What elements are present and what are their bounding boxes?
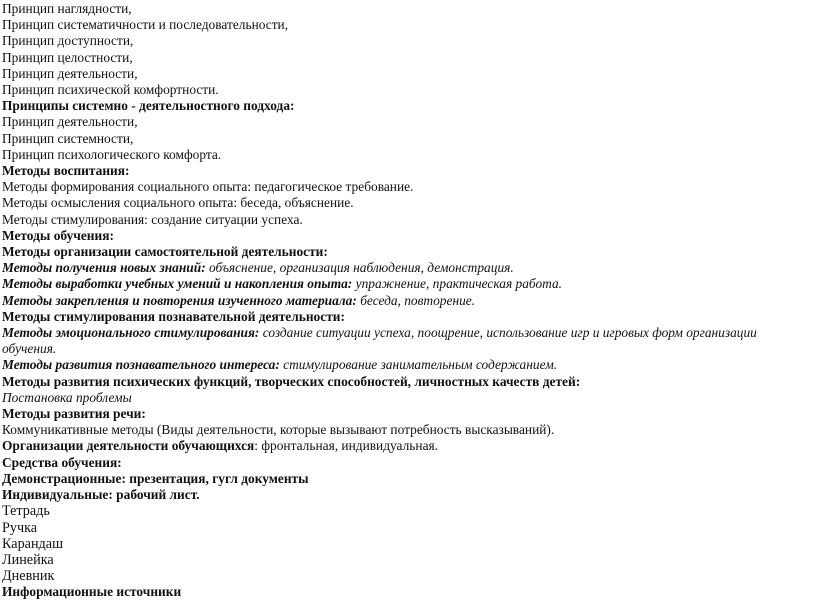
upbringing-item: Методы осмысления социального опыта: беседа, объяснение. [2,195,354,211]
emotional-text: создание ситуации успеха, поощрение, использование игр и игровых форм организации обучения. [2,325,757,357]
organization-forms [2,438,814,454]
means-heading: Средства обучения: [2,454,122,470]
speech-heading: Методы развития речи: [2,406,146,422]
means-item: Карандаш [2,535,63,552]
skills-text: упражнение, практическая работа. [352,276,563,292]
principle-item: Принцип деятельности, [2,65,138,81]
knowledge-text: объяснение, организация наблюдения, демонстрация. [205,260,514,276]
principle-item: Принцип доступности, [2,33,134,49]
principle-item: Принцип систематичности и последовательности, [2,17,289,33]
consolidation-text: беседа, повторение. [356,292,476,308]
knowledge-label: Методы получения новых знаний: [2,260,206,276]
means-item: Тетрадь [2,503,50,520]
means-item: Ручка [2,519,38,536]
organization-text: : фронтальная, индивидуальная. [254,438,439,454]
knowledge-methods [2,260,814,276]
skills-methods [2,276,814,292]
means-item: Линейка [2,551,54,568]
interest-text: стимулирование занимательным содержанием. [279,357,558,373]
teaching-heading: Методы обучения: [2,227,114,243]
systemic-item: Принцип психологического комфорта. [2,146,222,162]
interest-label: Методы развития познавательного интереса: [2,357,280,373]
systemic-heading: Принципы системно - деятельностного подхода: [2,98,295,114]
principle-item: Принцип целостности, [2,49,133,65]
principle-item: Принцип психической комфортности. [2,82,219,98]
upbringing-item: Методы стимулирования: создание ситуации успеха. [2,211,303,227]
speech-text: Коммуникативные методы (Виды деятельности, которые вызывают потребность высказываний). [2,422,555,438]
principle-item: Принцип наглядности, [2,1,132,16]
means-demo: Демонстрационные: презентация, гугл документы [2,470,309,486]
systemic-item: Принцип деятельности, [2,114,138,130]
interest-methods [2,357,814,373]
emotional-methods [2,325,772,357]
consolidation-methods [2,293,814,309]
upbringing-heading: Методы воспитания: [2,163,130,179]
principles-list [2,1,814,98]
skills-label: Методы выработки учебных умений и накопления опыта: [2,276,353,292]
mental-heading: Методы развития психических функций, творческих способностей, личностных качеств детей: [2,373,581,389]
upbringing-item: Методы формирования социального опыта: педагогическое требование. [2,179,414,195]
info-sources-heading: Информационные источники [2,584,182,600]
systemic-item: Принцип системности, [2,130,134,146]
emotional-label: Методы эмоционального стимулирования: [2,325,260,341]
consolidation-label: Методы закрепления и повторения изученного материала: [2,292,357,308]
means-individual: Индивидуальные: рабочий лист. [2,487,200,503]
stimulation-heading: Методы стимулирования познавательной деятельности: [2,308,345,324]
mental-text: Постановка проблемы [2,389,132,405]
organization-label: Организации деятельности обучающихся [2,438,255,454]
means-item: Дневник [2,568,55,585]
self-activity-heading: Методы организации самостоятельной деятельности: [2,244,328,260]
